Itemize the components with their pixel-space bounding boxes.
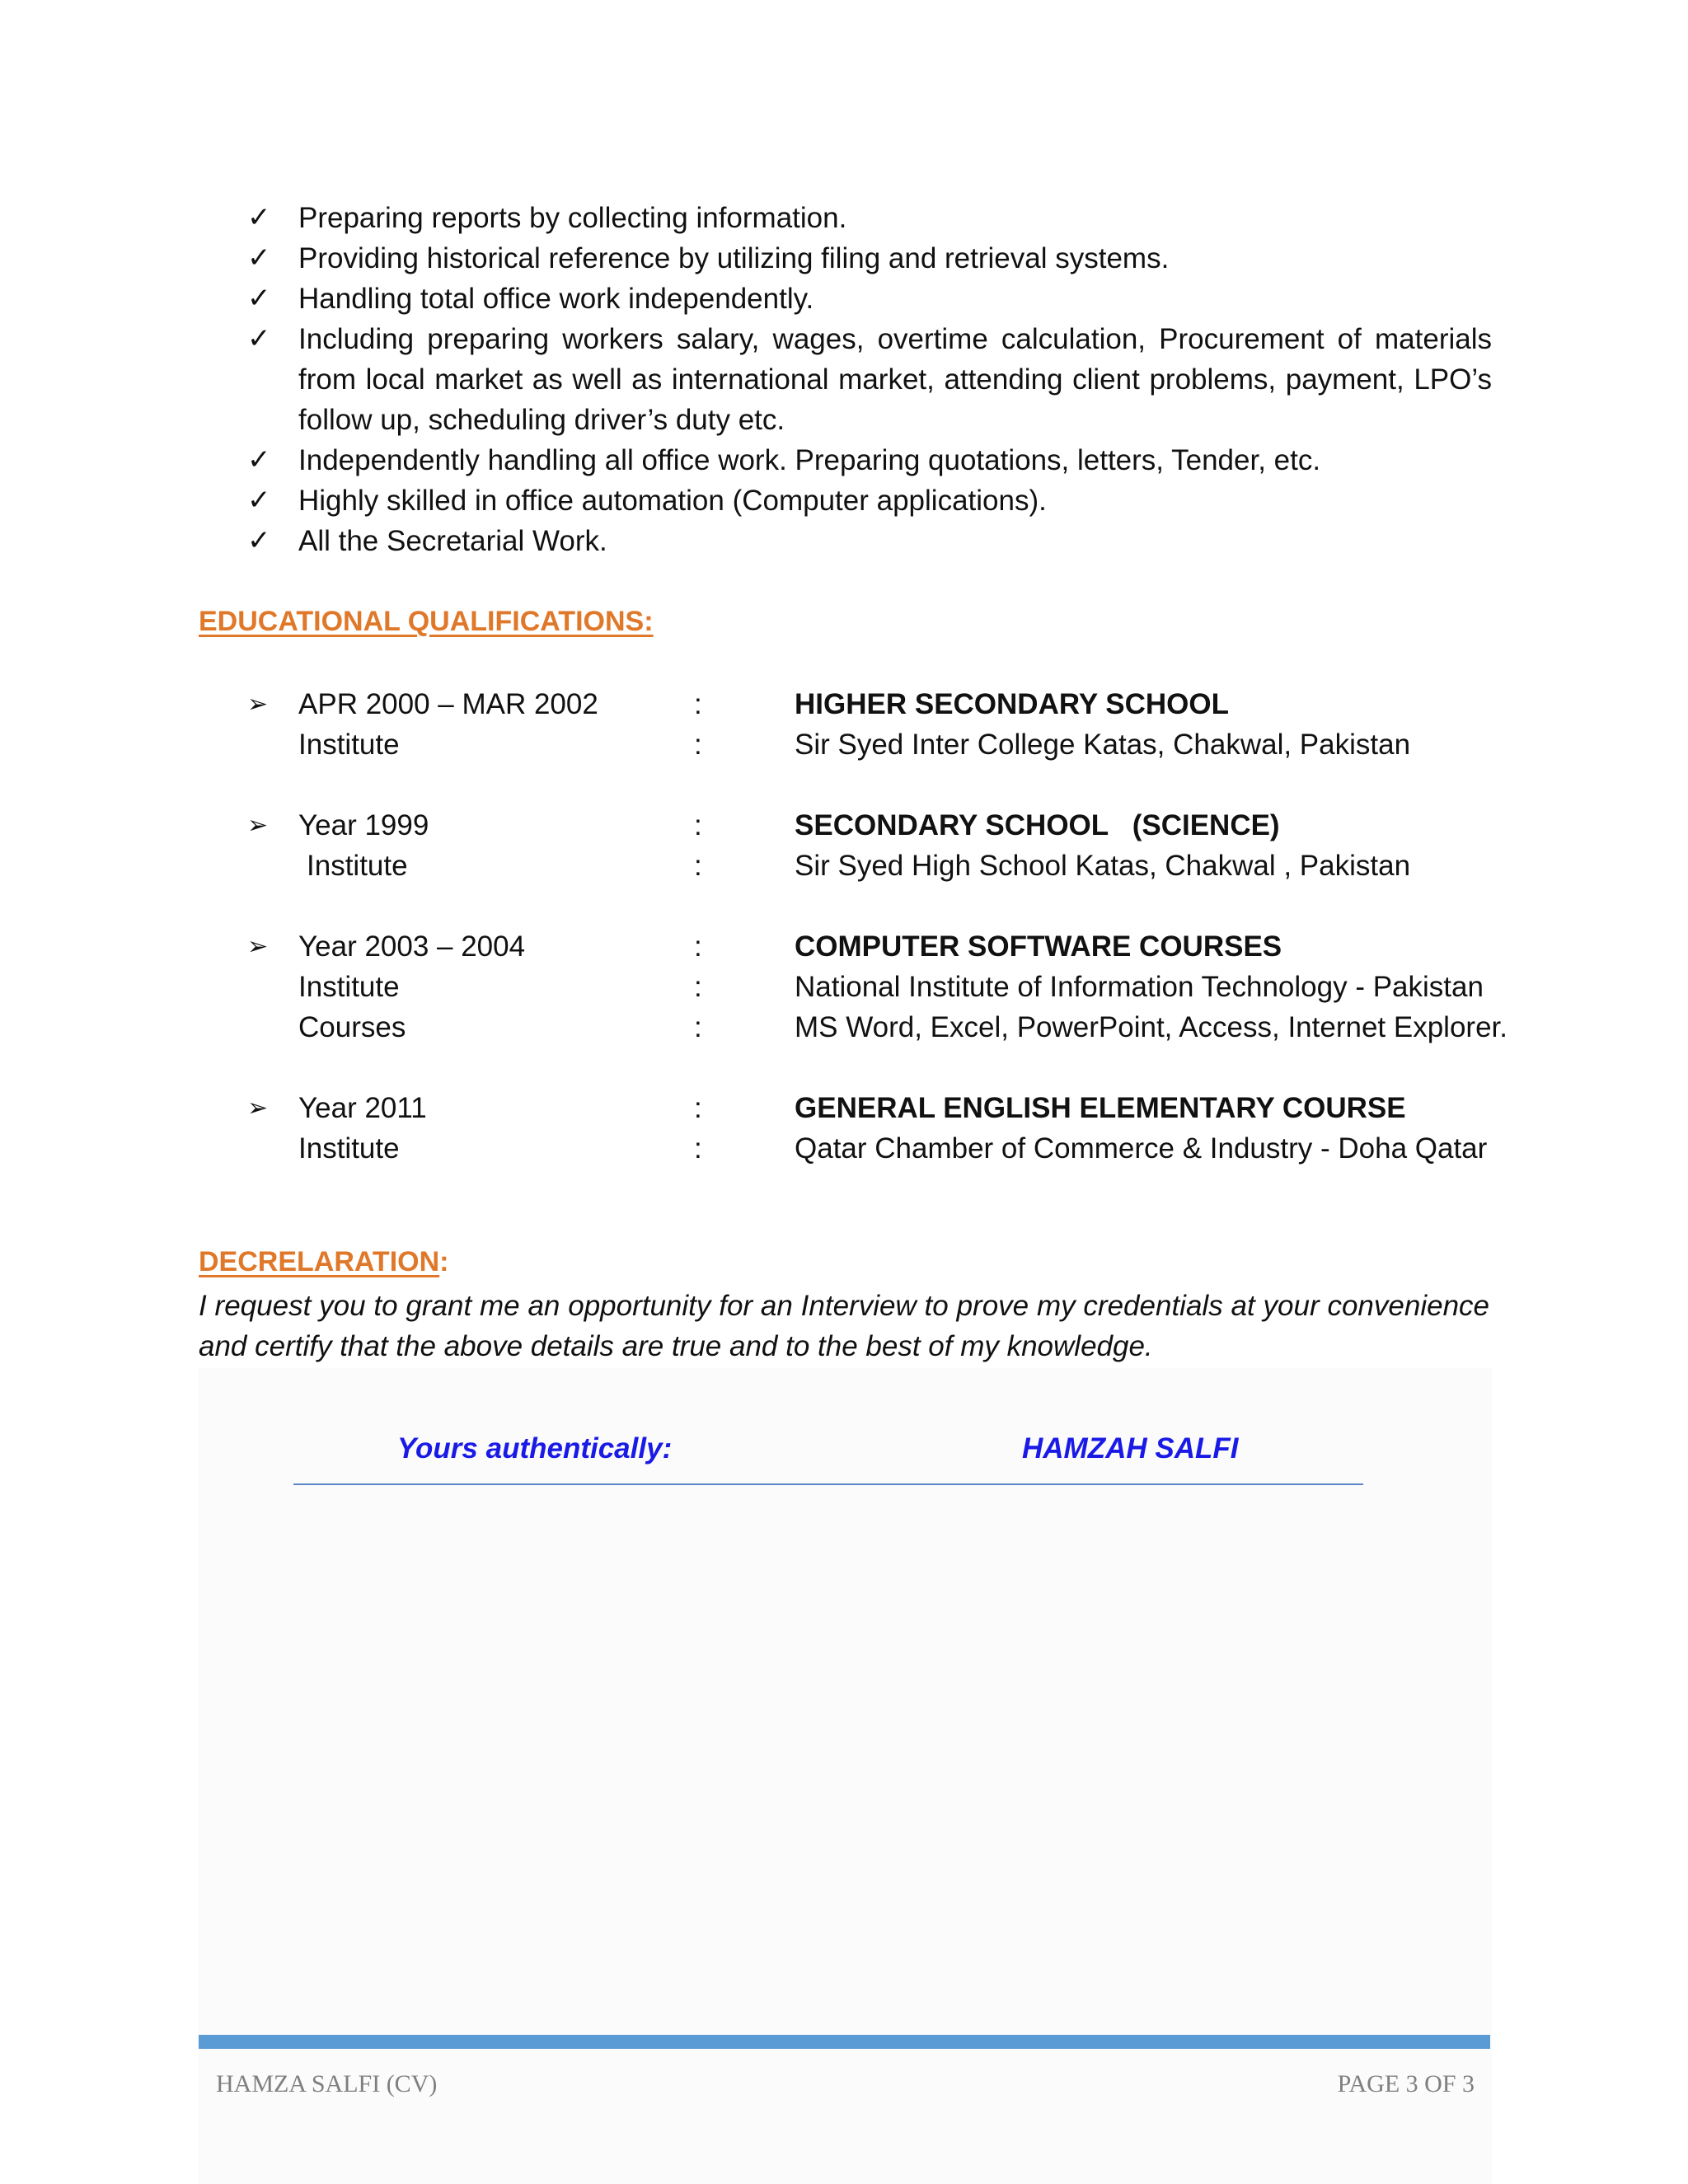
education-title: COMPUTER SOFTWARE COURSES — [795, 930, 1282, 963]
education-entry — [247, 926, 1566, 1047]
education-period: APR 2000 – MAR 2002 — [298, 688, 598, 720]
duty-text: Handling total office work independently. — [298, 283, 814, 315]
education-title-row — [247, 926, 1566, 967]
separator: : — [694, 688, 702, 720]
separator: : — [694, 1011, 702, 1043]
institute-value: Sir Syed High School Katas, Chakwal , Pakistan — [795, 850, 1411, 882]
education-period: Year 2003 – 2004 — [298, 930, 526, 963]
education-title: GENERAL ENGLISH ELEMENTARY COURSE — [795, 1092, 1406, 1124]
institute-label: Institute — [307, 850, 408, 882]
education-institute-row — [247, 1128, 1566, 1169]
arrowhead-icon: ➢ — [247, 690, 269, 719]
duty-text: Highly skilled in office automation (Computer applications). — [298, 485, 1047, 517]
education-period: Year 1999 — [298, 809, 429, 841]
arrowhead-icon: ➢ — [247, 811, 269, 840]
declaration-heading-colon: : — [439, 1246, 449, 1277]
separator: : — [694, 971, 702, 1003]
declaration-heading-text: DECRELARATION — [199, 1246, 440, 1277]
list-item — [247, 198, 1492, 238]
education-entry — [247, 805, 1566, 886]
education-title: HIGHER SECONDARY SCHOOL — [795, 688, 1229, 720]
list-item — [247, 440, 1492, 480]
separator: : — [694, 850, 702, 882]
list-item — [247, 480, 1492, 521]
institute-value: Sir Syed Inter College Katas, Chakwal, Pakistan — [795, 729, 1411, 761]
checkmark-icon: ✓ — [247, 524, 271, 557]
list-item — [247, 238, 1492, 279]
education-heading: EDUCATIONAL QUALIFICATIONS: — [199, 606, 654, 637]
education-title: SECONDARY SCHOOL (SCIENCE) — [795, 809, 1280, 841]
institute-label: Institute — [298, 729, 400, 761]
list-item — [247, 279, 1492, 319]
education-period: Year 2011 — [298, 1092, 427, 1124]
signature-label: Yours authentically: — [397, 1432, 673, 1465]
background-panel — [198, 1368, 1492, 2184]
checkmark-icon: ✓ — [247, 443, 271, 476]
footer-title: HAMZA SALFI (CV) — [216, 2070, 438, 2097]
institute-value: Qatar Chamber of Commerce & Industry - Doha Qatar — [795, 1132, 1488, 1165]
education-entry — [247, 1088, 1566, 1169]
duty-text: Independently handling all office work. Preparing quotations, letters, Tender, etc. — [298, 444, 1321, 476]
duties-list — [247, 198, 1492, 561]
duty-text: Providing historical reference by utilizing filing and retrieval systems. — [298, 242, 1170, 274]
separator: : — [694, 1132, 702, 1165]
signature-line — [293, 1432, 1363, 1485]
education-entry — [247, 684, 1566, 765]
arrowhead-icon: ➢ — [247, 1094, 269, 1122]
separator: : — [694, 809, 702, 841]
courses-value: MS Word, Excel, PowerPoint, Access, Internet Explorer. — [795, 1011, 1507, 1043]
education-courses-row — [247, 1007, 1566, 1047]
signature-name: HAMZAH SALFI — [1022, 1432, 1239, 1465]
arrowhead-icon: ➢ — [247, 932, 269, 961]
duty-text: Preparing reports by collecting information. — [298, 202, 847, 234]
separator: : — [694, 729, 702, 761]
institute-label: Institute — [298, 1132, 400, 1165]
checkmark-icon: ✓ — [247, 282, 271, 315]
education-title-row — [247, 684, 1566, 724]
education-institute-row — [247, 967, 1566, 1007]
declaration-text: I request you to grant me an opportunity for an Interview to prove my credentials at your convenience and certify that the above details are true and to the best of my knowledge. — [199, 1290, 1489, 1362]
institute-value: National Institute of Information Technology - Pakistan — [795, 971, 1484, 1003]
education-institute-row — [247, 846, 1566, 886]
footer-rule — [199, 2035, 1490, 2049]
separator: : — [694, 930, 702, 963]
courses-label: Courses — [298, 1011, 406, 1043]
list-item — [247, 521, 1492, 561]
checkmark-icon: ✓ — [247, 484, 271, 517]
separator: : — [694, 1092, 702, 1124]
duty-text: All the Secretarial Work. — [298, 525, 607, 557]
checkmark-icon: ✓ — [247, 322, 271, 355]
checkmark-icon: ✓ — [247, 241, 271, 274]
institute-label: Institute — [298, 971, 400, 1003]
checkmark-icon: ✓ — [247, 201, 271, 234]
education-institute-row — [247, 724, 1566, 765]
duty-text: Including preparing workers salary, wages, overtime calculation, Procurement of materials from local market as well as international market, attending client problems, payment, LPO’s follow up, scheduling driver’s duty etc. — [298, 323, 1492, 436]
declaration-heading — [199, 1246, 448, 1278]
education-title-row — [247, 1088, 1566, 1128]
page-number: PAGE 3 OF 3 — [1337, 2070, 1475, 2097]
list-item — [247, 319, 1492, 440]
education-title-row — [247, 805, 1566, 846]
